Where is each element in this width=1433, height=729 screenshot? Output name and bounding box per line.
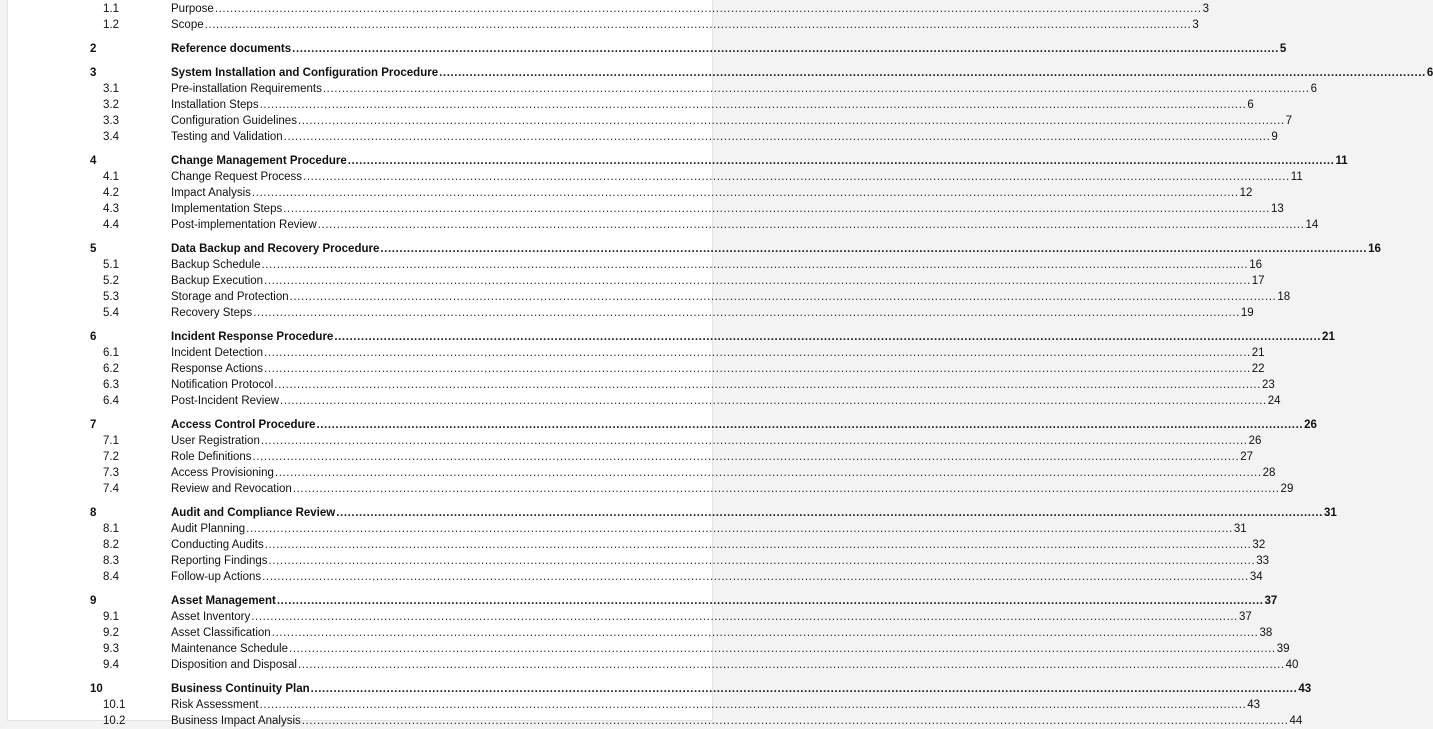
toc-entry-number: 5.2 <box>103 275 119 287</box>
toc-entry-page-number: 3 <box>1192 19 1199 31</box>
toc-entry-page-number: 22 <box>1251 363 1265 375</box>
toc-entry-line <box>171 305 1254 321</box>
dot-leader: .................................................................................................................................................................................................................................................................... <box>271 627 1259 639</box>
toc-entry-line <box>171 521 1247 537</box>
toc-entry[interactable] <box>8 481 1294 497</box>
toc-entry-number: 5.1 <box>103 259 119 271</box>
toc-entry-number: 4.2 <box>103 187 119 199</box>
dot-leader: .................................................................................................................................................................................................................................................................... <box>204 19 1192 31</box>
toc-entry-page-number: 11 <box>1335 155 1348 167</box>
toc-entry-title[interactable]: Post-implementation Review <box>171 219 317 231</box>
dot-leader: .................................................................................................................................................................................................................................................................... <box>274 467 1262 479</box>
toc-entry-title[interactable]: Scope <box>171 19 204 31</box>
dot-leader: .................................................................................................................................................................................................................................................................... <box>317 219 1305 231</box>
toc-entry-title[interactable]: Maintenance Schedule <box>171 643 288 655</box>
toc-entry-title[interactable]: Audit and Compliance Review <box>171 507 336 519</box>
toc-entry-line <box>171 169 1303 185</box>
toc-entry-title[interactable]: Risk Assessment <box>171 699 259 711</box>
toc-entry-page-number: 38 <box>1259 627 1273 639</box>
toc-entry[interactable] <box>8 217 1319 233</box>
dot-leader: .................................................................................................................................................................................................................................................................... <box>260 435 1248 447</box>
toc-entry-line <box>171 97 1254 113</box>
toc-entry-number: 3.2 <box>103 99 119 111</box>
toc-entry-number: 9.1 <box>103 611 119 623</box>
toc-entry-page-number: 40 <box>1285 659 1299 671</box>
toc-entry-page-number: 19 <box>1240 307 1254 319</box>
toc-entry-line <box>171 505 1337 521</box>
toc-entry[interactable] <box>8 257 1263 273</box>
dot-leader: .................................................................................................................................................................................................................................................................... <box>251 187 1239 199</box>
toc-entry-title[interactable]: Backup Execution <box>171 275 264 287</box>
dot-leader: .................................................................................................................................................................................................................................................................... <box>214 3 1202 15</box>
toc-entry[interactable] <box>8 681 1312 697</box>
toc-entry-line <box>171 641 1290 657</box>
dot-leader: .................................................................................................................................................................................................................................................................... <box>301 715 1289 727</box>
toc-entry-title[interactable]: Reference documents <box>171 43 292 55</box>
toc-entry-number: 4 <box>90 155 97 167</box>
toc-entry-page-number: 39 <box>1276 643 1290 655</box>
toc-entry-number: 5 <box>90 243 97 255</box>
toc-entry-number: 8.4 <box>103 571 119 583</box>
toc-entry-number: 7.3 <box>103 467 119 479</box>
toc-entry-line <box>171 65 1433 81</box>
toc-entry-line <box>171 201 1284 217</box>
toc-entry-number: 6.4 <box>103 395 119 407</box>
dot-leader: .................................................................................................................................................................................................................................................................... <box>292 43 1279 55</box>
toc-entry-page-number: 14 <box>1305 219 1319 231</box>
toc-entry[interactable] <box>8 625 1273 641</box>
toc-entry[interactable] <box>8 185 1253 201</box>
toc-entry-page-number: 16 <box>1249 259 1263 271</box>
toc-entry[interactable] <box>8 417 1317 433</box>
toc-entry-line <box>171 81 1317 97</box>
toc-entry-title[interactable]: System Installation and Configuration Procedure <box>171 67 439 79</box>
toc-entry-line <box>171 377 1275 393</box>
toc-entry-line <box>171 609 1252 625</box>
toc-entry-line <box>171 569 1263 585</box>
toc-entry[interactable] <box>8 289 1291 305</box>
toc-entry-line <box>171 553 1270 569</box>
toc-entry-title[interactable]: Change Request Process <box>171 171 303 183</box>
toc-entry-title[interactable]: Backup Schedule <box>171 259 261 271</box>
toc-entry-line <box>171 153 1348 169</box>
toc-entry[interactable] <box>8 201 1284 217</box>
toc-entry-page-number: 17 <box>1251 275 1265 287</box>
toc-entry-page-number: 18 <box>1277 291 1291 303</box>
toc-entry-title[interactable]: Response Actions <box>171 363 264 375</box>
toc-entry-title[interactable]: Business Continuity Plan <box>171 683 310 695</box>
dot-leader: .................................................................................................................................................................................................................................................................... <box>264 275 1251 287</box>
toc-entry-line <box>171 41 1287 57</box>
dot-leader: .................................................................................................................................................................................................................................................................... <box>268 555 1256 567</box>
toc-entry-page-number: 33 <box>1256 555 1270 567</box>
dot-leader: .................................................................................................................................................................................................................................................................... <box>253 307 1240 319</box>
toc-entry-title[interactable]: Asset Management <box>171 595 276 607</box>
toc-entry-number: 3.3 <box>103 115 119 127</box>
toc-entry-line <box>171 697 1261 713</box>
toc-entry[interactable] <box>8 17 1199 33</box>
toc-entry-title[interactable]: Conducting Audits <box>171 539 264 551</box>
toc-entry-page-number: 27 <box>1240 451 1254 463</box>
toc-entry-title[interactable]: Role Definitions <box>171 451 252 463</box>
toc-entry[interactable] <box>8 273 1265 289</box>
toc-entry-page-number: 21 <box>1322 331 1335 343</box>
toc-entry-title[interactable]: Storage and Protection <box>171 291 289 303</box>
toc-entry-number: 10.1 <box>103 699 126 711</box>
dot-leader: .................................................................................................................................................................................................................................................................... <box>274 379 1261 391</box>
toc-entry-line <box>171 393 1281 409</box>
toc-entry-page-number: 37 <box>1264 595 1278 607</box>
dot-leader: .................................................................................................................................................................................................................................................................... <box>292 483 1280 495</box>
toc-entry-number: 4.3 <box>103 203 119 215</box>
toc-entry-number: 9.3 <box>103 643 119 655</box>
toc-entry-title[interactable]: Disposition and Disposal <box>171 659 297 671</box>
toc-entry-page-number: 9 <box>1271 131 1278 143</box>
toc-entry[interactable] <box>8 153 1348 169</box>
dot-leader: .................................................................................................................................................................................................................................................................... <box>439 67 1426 79</box>
toc-entry-page-number: 26 <box>1248 435 1262 447</box>
document-page <box>8 0 1433 727</box>
toc-entry[interactable] <box>8 505 1337 521</box>
dot-leader: .................................................................................................................................................................................................................................................................... <box>276 595 1264 607</box>
toc-entry-page-number: 37 <box>1238 611 1252 623</box>
toc-entry-page-number: 29 <box>1280 483 1294 495</box>
toc-entry-page-number: 6 <box>1426 67 1433 79</box>
toc-entry[interactable] <box>8 593 1278 609</box>
toc-entry-title[interactable]: Incident Detection <box>171 347 264 359</box>
toc-entry[interactable] <box>8 697 1261 713</box>
toc-entry-line <box>171 1 1209 17</box>
toc-entry-page-number: 7 <box>1285 115 1293 127</box>
toc-entry-line <box>171 681 1312 697</box>
toc-entry-number: 9.4 <box>103 659 119 671</box>
toc-entry[interactable] <box>8 129 1278 145</box>
toc-entry-title[interactable]: Review and Revocation <box>171 483 292 495</box>
toc-entry-page-number: 32 <box>1252 539 1266 551</box>
toc-entry-page-number: 6 <box>1310 83 1317 95</box>
dot-leader: .................................................................................................................................................................................................................................................................... <box>316 419 1304 431</box>
toc-entry-line <box>171 713 1303 729</box>
toc-entry-page-number: 31 <box>1233 523 1247 535</box>
toc-entry-number: 4.4 <box>103 219 119 231</box>
dot-leader: .................................................................................................................................................................................................................................................................... <box>289 291 1277 303</box>
toc-entry[interactable] <box>8 641 1290 657</box>
toc-entry-title[interactable]: Post-Incident Review <box>171 395 280 407</box>
toc-entry-title[interactable]: Data Backup and Recovery Procedure <box>171 243 380 255</box>
toc-entry-page-number: 44 <box>1289 715 1303 727</box>
toc-entry-title[interactable]: Configuration Guidelines <box>171 115 297 127</box>
dot-leader: .................................................................................................................................................................................................................................................................... <box>347 155 1335 167</box>
dot-leader: .................................................................................................................................................................................................................................................................... <box>322 83 1310 95</box>
toc-entry[interactable] <box>8 569 1263 585</box>
toc-entry-page-number: 13 <box>1270 203 1284 215</box>
dot-leader: .................................................................................................................................................................................................................................................................... <box>303 171 1290 183</box>
toc-entry[interactable] <box>8 393 1281 409</box>
toc-entry-page-number: 23 <box>1262 379 1275 391</box>
dot-leader: .................................................................................................................................................................................................................................................................... <box>289 643 1276 655</box>
toc-entry-line <box>171 481 1294 497</box>
dot-leader: .................................................................................................................................................................................................................................................................... <box>259 699 1247 711</box>
toc-entry-line <box>171 289 1291 305</box>
toc-entry-line <box>171 345 1265 361</box>
toc-entry-page-number: 16 <box>1368 243 1381 255</box>
dot-leader: .................................................................................................................................................................................................................................................................... <box>336 507 1323 519</box>
toc-entry-line <box>171 593 1278 609</box>
toc-entry-page-number: 28 <box>1262 467 1276 479</box>
toc-entry-title[interactable]: Follow-up Actions <box>171 571 262 583</box>
toc-entry-title[interactable]: Incident Response Procedure <box>171 331 334 343</box>
toc-entry-line <box>171 625 1273 641</box>
toc-entry-number: 9 <box>90 595 97 607</box>
toc-entry-page-number: 12 <box>1239 187 1253 199</box>
toc-entry[interactable] <box>8 361 1265 377</box>
toc-entry-title[interactable]: Asset Inventory <box>171 611 251 623</box>
toc-entry-title[interactable]: Pre-installation Requirements <box>171 83 322 95</box>
toc-entry[interactable] <box>8 345 1265 361</box>
dot-leader: .................................................................................................................................................................................................................................................................... <box>297 115 1285 127</box>
toc-entry[interactable] <box>8 65 1433 81</box>
toc-entry-number: 3.4 <box>103 131 119 143</box>
toc-entry-title[interactable]: Access Control Procedure <box>171 419 316 431</box>
toc-entry-page-number: 6 <box>1247 99 1254 111</box>
toc-entry[interactable] <box>8 329 1335 345</box>
toc-entry-page-number: 43 <box>1247 699 1261 711</box>
toc-entry-number: 5.4 <box>103 307 119 319</box>
toc-entry-line <box>171 113 1293 129</box>
toc-entry-line <box>171 449 1254 465</box>
dot-leader: .................................................................................................................................................................................................................................................................... <box>264 363 1251 375</box>
toc-entry[interactable] <box>8 241 1381 257</box>
toc-entry-title[interactable]: Access Provisioning <box>171 467 274 479</box>
dot-leader: .................................................................................................................................................................................................................................................................... <box>334 331 1322 343</box>
toc-entry-line <box>171 257 1263 273</box>
toc-entry[interactable] <box>8 433 1262 449</box>
toc-entry[interactable] <box>8 97 1254 113</box>
toc-entry-number: 3.1 <box>103 83 119 95</box>
toc-entry[interactable] <box>8 609 1252 625</box>
toc-entry-page-number: 21 <box>1251 347 1265 359</box>
toc-entry-number: 7 <box>90 419 97 431</box>
toc-entry[interactable] <box>8 713 1303 729</box>
toc-entry-number: 5.3 <box>103 291 119 303</box>
toc-entry[interactable] <box>8 41 1287 57</box>
toc-entry-line <box>171 241 1381 257</box>
toc-entry-line <box>171 217 1319 233</box>
toc-entry-page-number: 26 <box>1304 419 1317 431</box>
toc-entry-number: 3 <box>90 67 97 79</box>
toc-entry-line <box>171 185 1253 201</box>
toc-entry-title[interactable]: Impact Analysis <box>171 187 251 199</box>
toc-entry[interactable] <box>8 1 1209 17</box>
toc-entry-line <box>171 17 1199 33</box>
toc-entry[interactable] <box>8 553 1270 569</box>
toc-entry-page-number: 31 <box>1323 507 1337 519</box>
toc-entry-title[interactable]: Purpose <box>171 3 214 15</box>
dot-leader: .................................................................................................................................................................................................................................................................... <box>259 99 1247 111</box>
toc-entry-line <box>171 129 1278 145</box>
dot-leader: .................................................................................................................................................................................................................................................................... <box>297 659 1285 671</box>
toc-entry[interactable] <box>8 521 1247 537</box>
toc-entry[interactable] <box>8 537 1266 553</box>
toc-entry-title[interactable]: Business Impact Analysis <box>171 715 301 727</box>
toc-entry-page-number: 43 <box>1298 683 1312 695</box>
toc-entry-number: 8 <box>90 507 97 519</box>
toc-entry-line <box>171 433 1262 449</box>
toc-entry-page-number: 24 <box>1267 395 1281 407</box>
toc-entry-number: 8.1 <box>103 523 119 535</box>
toc-entry-number: 6.2 <box>103 363 119 375</box>
dot-leader: .................................................................................................................................................................................................................................................................... <box>262 571 1249 583</box>
toc-entry-title[interactable]: Audit Planning <box>171 523 246 535</box>
dot-leader: .................................................................................................................................................................................................................................................................... <box>264 347 1251 359</box>
toc-entry[interactable] <box>8 81 1317 97</box>
toc-entry[interactable] <box>8 113 1293 129</box>
toc-entry-page-number: 11 <box>1290 171 1303 183</box>
toc-entry-title[interactable]: Notification Protocol <box>171 379 274 391</box>
toc-entry-line <box>171 329 1335 345</box>
toc-entry-number: 10 <box>90 683 103 695</box>
toc-entry-number: 6 <box>90 331 97 343</box>
toc-entry-number: 9.2 <box>103 627 119 639</box>
toc-entry[interactable] <box>8 657 1299 673</box>
toc-entry-title[interactable]: Installation Steps <box>171 99 259 111</box>
toc-entry-title[interactable]: Asset Classification <box>171 627 271 639</box>
toc-entry-page-number: 5 <box>1279 43 1287 55</box>
toc-entry-line <box>171 465 1276 481</box>
toc-entry-number: 1.1 <box>103 3 119 15</box>
toc-entry-line <box>171 657 1299 673</box>
toc-entry-title[interactable]: Recovery Steps <box>171 307 253 319</box>
toc-entry-title[interactable]: Testing and Validation <box>171 131 283 143</box>
toc-entry-line <box>171 273 1265 289</box>
toc-entry-title[interactable]: User Registration <box>171 435 260 447</box>
toc-entry-title[interactable]: Implementation Steps <box>171 203 283 215</box>
toc-entry-number: 1.2 <box>103 19 119 31</box>
toc-entry-number: 8.2 <box>103 539 119 551</box>
toc-entry[interactable] <box>8 449 1254 465</box>
dot-leader: .................................................................................................................................................................................................................................................................... <box>280 395 1267 407</box>
toc-entry-line <box>171 537 1266 553</box>
dot-leader: .................................................................................................................................................................................................................................................................... <box>261 259 1249 271</box>
toc-entry-number: 6.1 <box>103 347 119 359</box>
toc-entry-title[interactable]: Reporting Findings <box>171 555 268 567</box>
dot-leader: .................................................................................................................................................................................................................................................................... <box>264 539 1252 551</box>
toc-entry-number: 7.2 <box>103 451 119 463</box>
dot-leader: .................................................................................................................................................................................................................................................................... <box>252 451 1240 463</box>
toc-entry-number: 2 <box>90 43 97 55</box>
dot-leader: .................................................................................................................................................................................................................................................................... <box>283 203 1270 215</box>
toc-entry-title[interactable]: Change Management Procedure <box>171 155 347 167</box>
toc-entry-number: 10.2 <box>103 715 126 727</box>
toc-entry-page-number: 34 <box>1249 571 1263 583</box>
dot-leader: .................................................................................................................................................................................................................................................................... <box>380 243 1368 255</box>
dot-leader: .................................................................................................................................................................................................................................................................... <box>246 523 1233 535</box>
dot-leader: .................................................................................................................................................................................................................................................................... <box>310 683 1298 695</box>
toc-entry-number: 6.3 <box>103 379 119 391</box>
toc-entry[interactable] <box>8 169 1303 185</box>
toc-entry-number: 4.1 <box>103 171 119 183</box>
toc-entry-number: 7.4 <box>103 483 119 495</box>
toc-entry[interactable] <box>8 305 1254 321</box>
toc-entry-line <box>171 361 1265 377</box>
dot-leader: .................................................................................................................................................................................................................................................................... <box>283 131 1271 143</box>
toc-entry-page-number: 3 <box>1202 3 1209 15</box>
toc-entry[interactable] <box>8 377 1275 393</box>
toc-entry-number: 7.1 <box>103 435 119 447</box>
dot-leader: .................................................................................................................................................................................................................................................................... <box>251 611 1238 623</box>
toc-entry-line <box>171 417 1317 433</box>
toc-entry[interactable] <box>8 465 1276 481</box>
toc-entry-number: 8.3 <box>103 555 119 567</box>
